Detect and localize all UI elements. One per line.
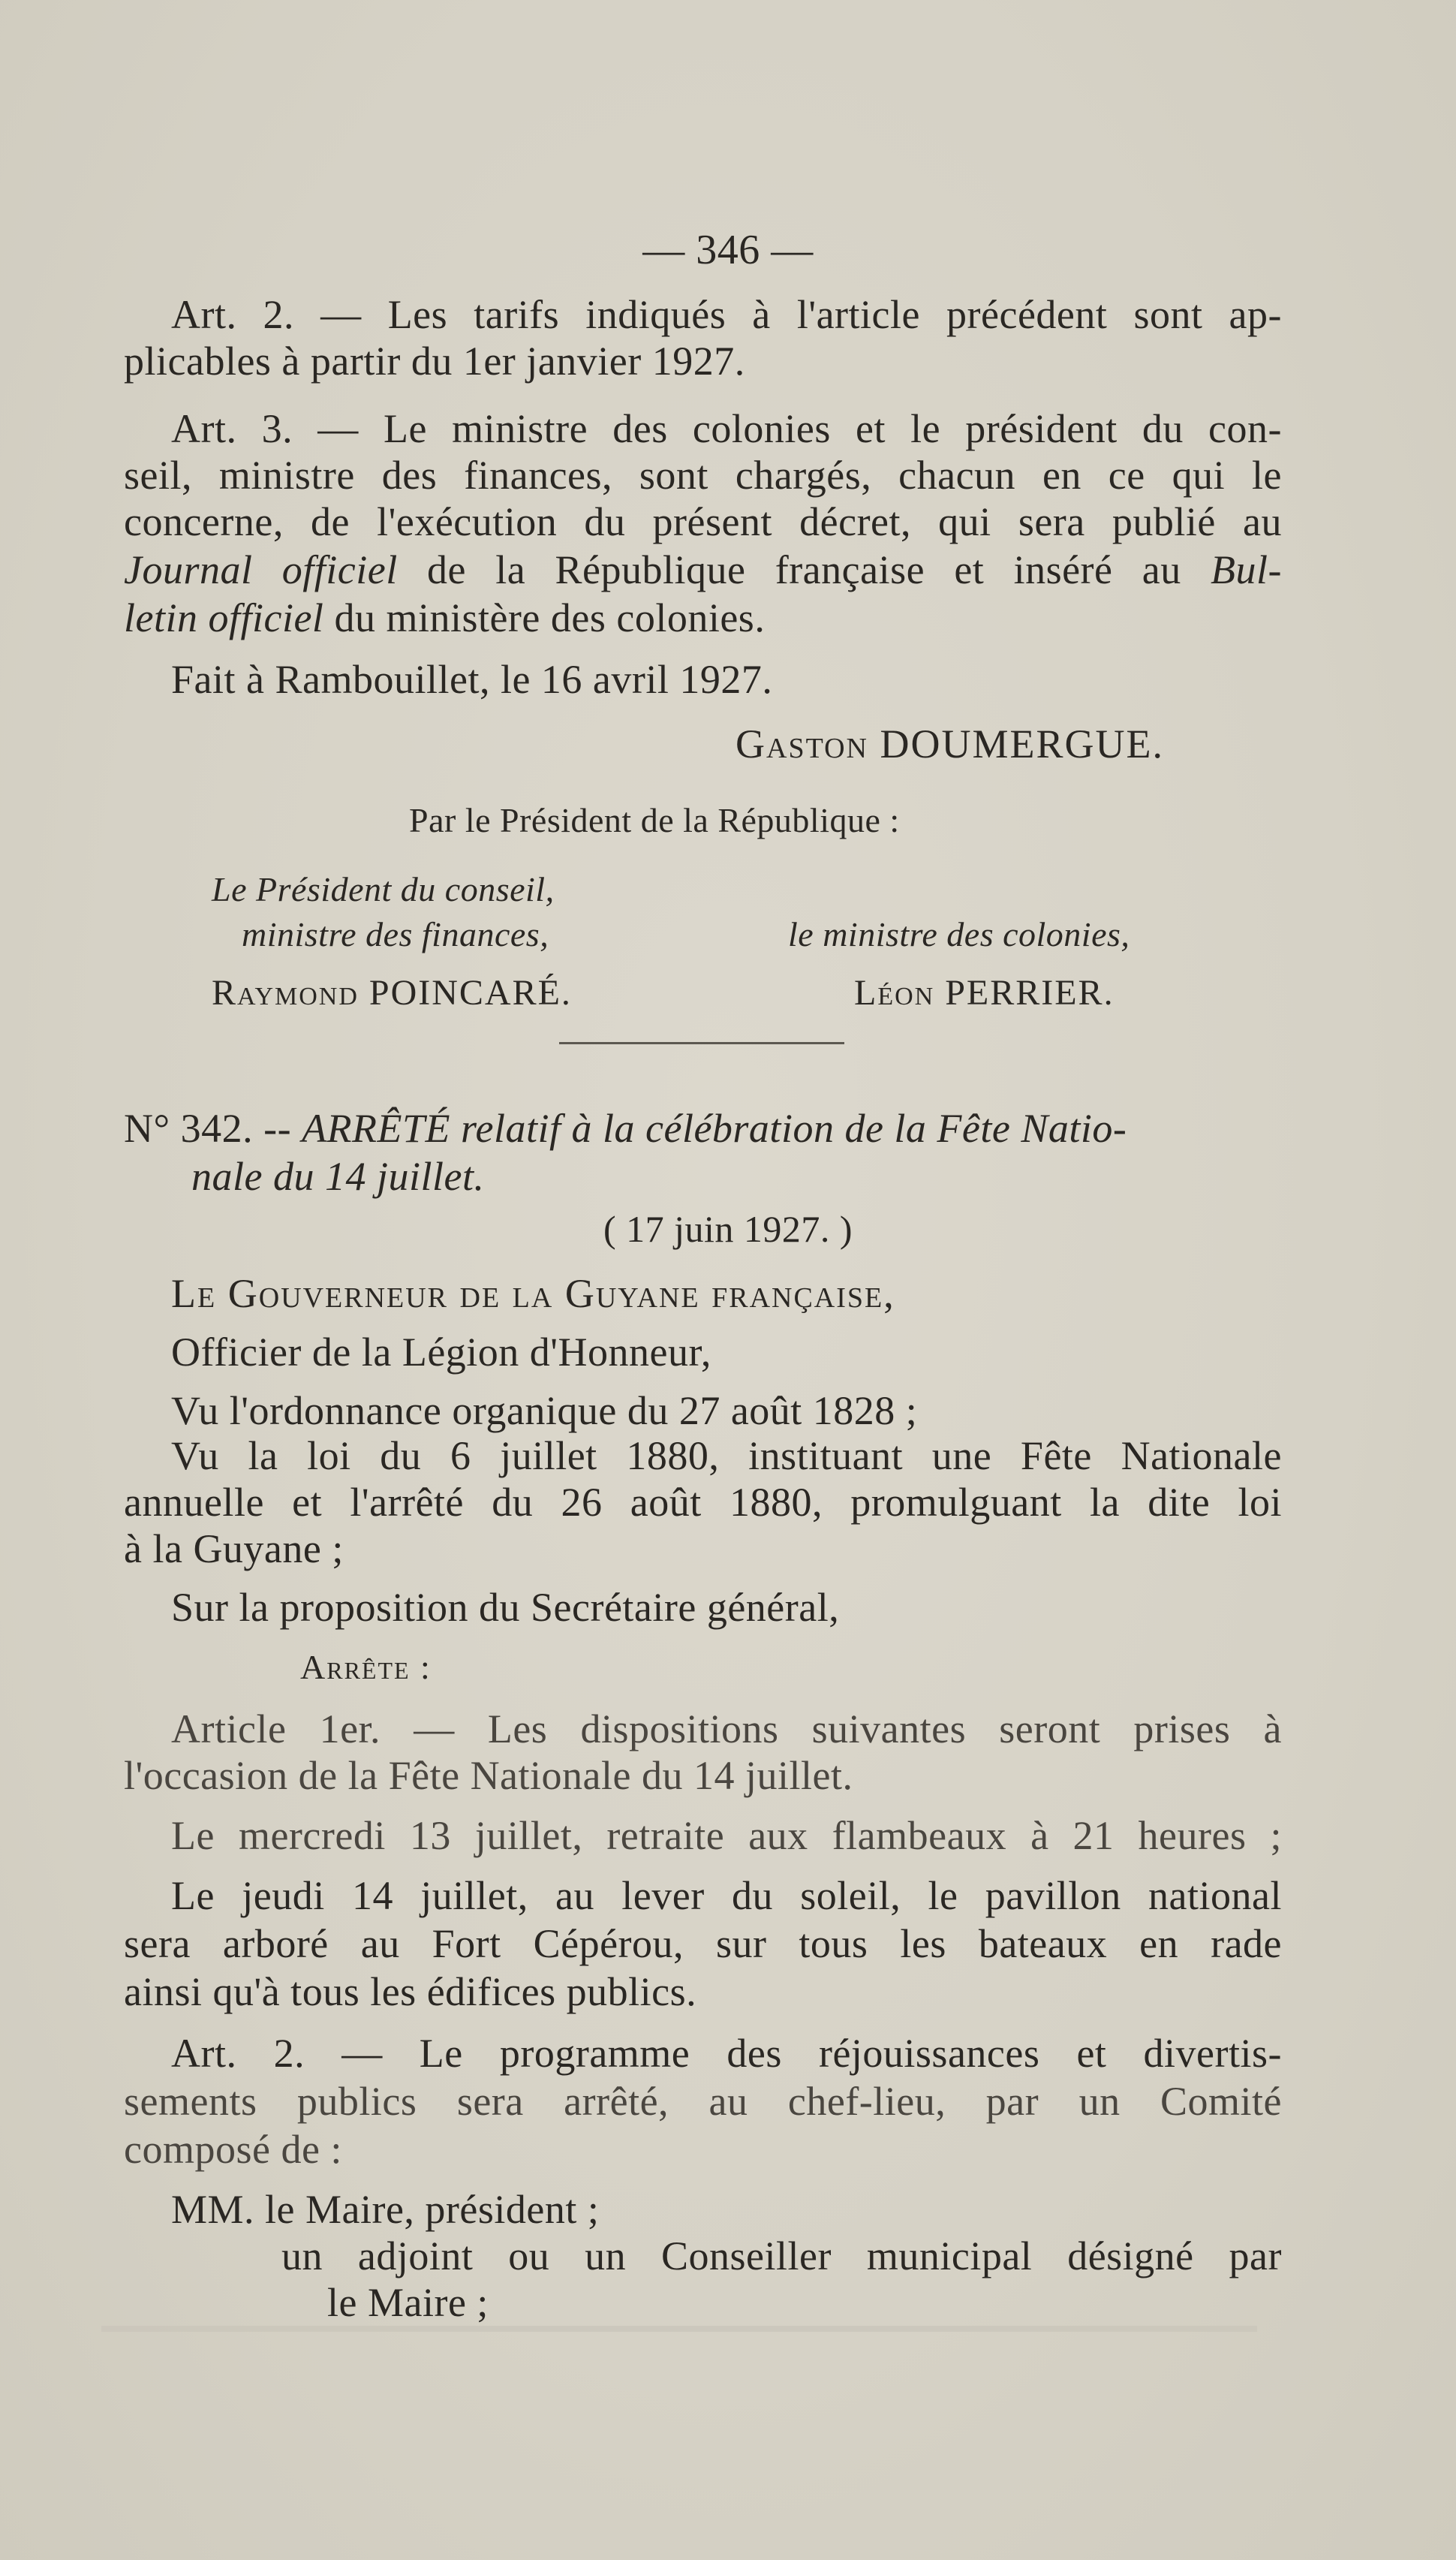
- bulletin-text: Bul-: [1211, 547, 1283, 592]
- arrete-line-9: Article 1er. — Les dispositions suivantes seront prises à: [171, 1706, 1282, 1751]
- president-signature: Gaston DOUMERGUE.: [736, 721, 1164, 766]
- section-divider: [559, 1042, 844, 1044]
- art3-line-1: Art. 3. — Le ministre des colonies et le président du con-: [171, 406, 1282, 451]
- par-le-president: Par le Président de la République :: [409, 801, 900, 839]
- arrete-line-7: Sur la proposition du Secrétaire général,: [171, 1585, 840, 1630]
- signatory-right-name: Léon PERRIER.: [854, 973, 1115, 1013]
- art2-line-2: plicables à partir du 1er janvier 1927.: [124, 339, 745, 384]
- arrete-line-20: le Maire ;: [327, 2280, 489, 2325]
- arrete-line-6: à la Guyane ;: [124, 1526, 344, 1571]
- arrete-line-16: sements publics sera arrêté, au chef-lieu, par un Comité: [124, 2079, 1282, 2124]
- arrete-line-18: MM. le Maire, président ;: [171, 2187, 600, 2232]
- art3-line-2: seil, ministre des finances, sont chargés, chacun en ce qui le: [124, 453, 1282, 498]
- arrete-title-1: ARRÊTÉ relatif à la célébration de la Fête Natio-: [302, 1106, 1127, 1151]
- art3-line-4: [124, 545, 1282, 595]
- arrete-line-4: Vu la loi du 6 juillet 1880, instituant une Fête Nationale: [171, 1433, 1282, 1478]
- art3-line-3: concerne, de l'exécution du présent décret, qui sera publié au: [124, 499, 1282, 544]
- arrete-line-17: composé de :: [124, 2127, 342, 2172]
- arrete-line-14: ainsi qu'à tous les édifices publics.: [124, 1969, 697, 2014]
- arrete-heading: Arrête :: [300, 1648, 432, 1686]
- arrete-line-3: Vu l'ordonnance organique du 27 août 1828 ;: [171, 1388, 918, 1433]
- arrete-line-19: un adjoint ou un Conseiller municipal désigné par: [281, 2233, 1282, 2278]
- arrete-number: N° 342. --: [124, 1106, 302, 1151]
- arrete-line-11: Le mercredi 13 juillet, retraite aux flambeaux à 21 heures ;: [171, 1813, 1282, 1858]
- bottom-bleed-band: [101, 2326, 1257, 2332]
- arrete-line-15: Art. 2. — Le programme des réjouissances et divertis-: [171, 2031, 1282, 2076]
- arrete-line-10: l'occasion de la Fête Nationale du 14 juillet.: [124, 1753, 853, 1798]
- arrete-line-1: Le Gouverneur de la Guyane française,: [171, 1271, 895, 1316]
- arrete-title-line-1: [124, 1104, 1282, 1153]
- arrete-line-12: Le jeudi 14 juillet, au lever du soleil, le pavillon national: [171, 1873, 1282, 1918]
- arrete-line-2: Officier de la Légion d'Honneur,: [171, 1330, 711, 1375]
- signatory-left-name: Raymond POINCARÉ.: [212, 973, 572, 1013]
- fait-a-rambouillet: Fait à Rambouillet, le 16 avril 1927.: [171, 657, 773, 702]
- art3-line-5: [124, 593, 765, 643]
- bulletin-officiel-text: letin officiel: [124, 595, 324, 640]
- arrete-line-13: sera arboré au Fort Cépérou, sur tous les bateaux en rade: [124, 1921, 1282, 1966]
- signatory-left-title1: Le Président du conseil,: [212, 870, 555, 908]
- art2-line-1: Art. 2. — Les tarifs indiqués à l'article précédent sont ap-: [171, 292, 1282, 337]
- signatory-right-title: le ministre des colonies,: [788, 915, 1130, 953]
- arrete-line-5: annuelle et l'arrêté du 26 août 1880, promulguant la dite loi: [124, 1480, 1282, 1525]
- arrete-date: ( 17 juin 1927. ): [603, 1208, 853, 1250]
- art3-line-5-rest: du ministère des colonies.: [323, 595, 766, 640]
- arrete-title-line-2: nale du 14 juillet.: [191, 1154, 485, 1199]
- art3-line-4-mid: de la République française et inséré au: [397, 547, 1211, 592]
- page-number: — 346 —: [642, 227, 814, 273]
- journal-officiel-text: Journal officiel: [124, 547, 398, 592]
- signatory-left-title2: ministre des finances,: [242, 915, 549, 953]
